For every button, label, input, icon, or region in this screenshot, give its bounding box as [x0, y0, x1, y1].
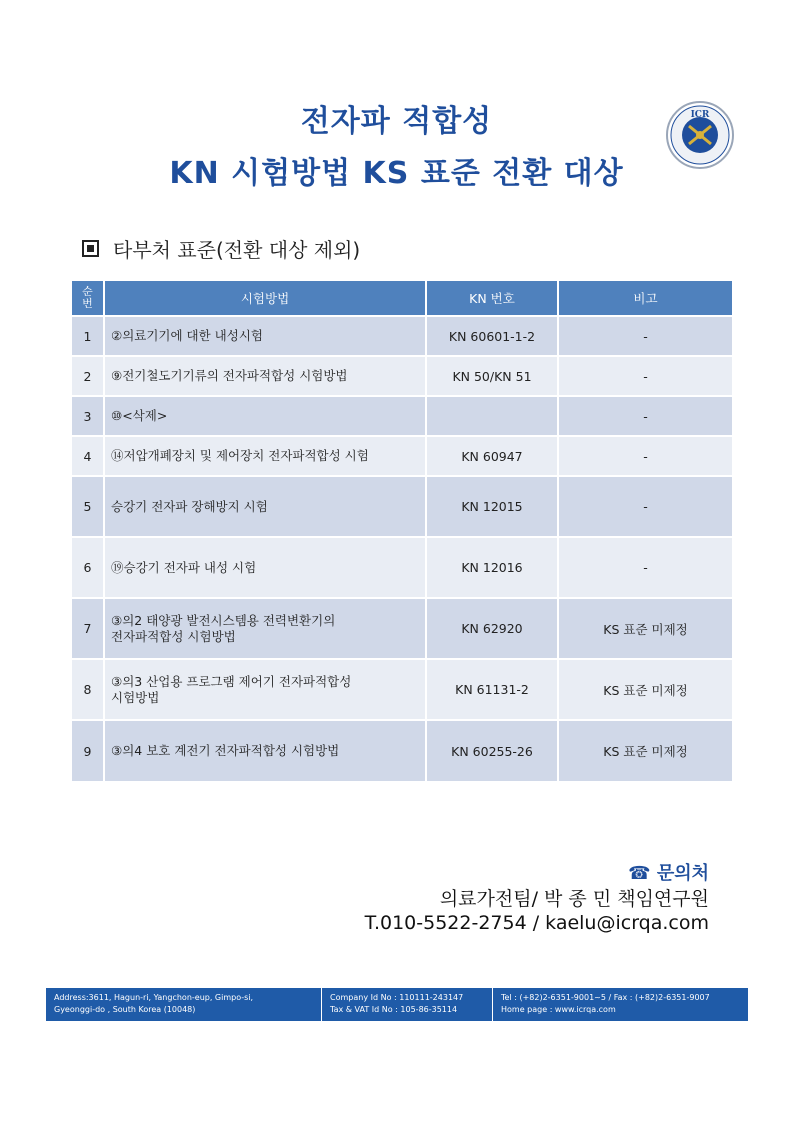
row-note: KS 표준 미제정 — [558, 659, 732, 720]
header-no: 순 번 — [72, 281, 104, 316]
row-no: 7 — [72, 598, 104, 659]
table-row — [72, 598, 732, 659]
footer-address — [46, 988, 322, 1021]
row-no: 6 — [72, 537, 104, 598]
row-note: - — [558, 316, 732, 356]
row-note: - — [558, 356, 732, 396]
section-heading-text: 타부처 표준(전환 대상 제외) — [113, 238, 361, 262]
footer-homepage-link[interactable]: Home page : www.icrqa.com — [501, 1005, 616, 1014]
row-note: - — [558, 396, 732, 436]
square-bullet-icon — [82, 240, 99, 257]
standards-table — [72, 281, 732, 781]
header-kn: KN 번호 — [426, 281, 558, 316]
table-row — [72, 316, 732, 356]
header-note: 비고 — [558, 281, 732, 316]
table-row — [72, 537, 732, 598]
row-method: ⑨전기철도기기류의 전자파적합성 시험방법 — [104, 356, 426, 396]
contact-person: 의료가전팀/ 박 종 민 책임연구원 — [439, 888, 709, 910]
row-kn: KN 60947 — [426, 436, 558, 476]
row-method: ③의2 태양광 발전시스템용 전력변환기의 전자파적합성 시험방법 — [104, 598, 426, 659]
row-kn — [426, 396, 558, 436]
row-method: 승강기 전자파 장해방지 시험 — [104, 476, 426, 537]
row-method: ⑭저압개폐장치 및 제어장치 전자파적합성 시험 — [104, 436, 426, 476]
footer-address-line1: Address:3611, Hagun-ri, Yangchon-eup, Gimpo-si, — [54, 993, 254, 1002]
table-row — [72, 476, 732, 537]
table-row — [72, 396, 732, 436]
header-method: 시험방법 — [104, 281, 426, 316]
footer-tel: Tel : (+82)2-6351-9001~5 / Fax : (+82)2-6351-9007 — [501, 993, 710, 1002]
footer-bar — [46, 988, 748, 1021]
footer-company — [322, 988, 493, 1021]
row-kn: KN 60601-1-2 — [426, 316, 558, 356]
row-no: 9 — [72, 720, 104, 781]
row-note: - — [558, 476, 732, 537]
row-method: ⑲승강기 전자파 내성 시험 — [104, 537, 426, 598]
row-method: ③의4 보호 계전기 전자파적합성 시험방법 — [104, 720, 426, 781]
contact-phone-email: T.010-5522-2754 / kaelu@icrqa.com — [364, 912, 709, 934]
row-kn: KN 50/KN 51 — [426, 356, 558, 396]
row-note: KS 표준 미제정 — [558, 720, 732, 781]
contact-heading: ☎ 문의처 — [628, 863, 709, 884]
footer-contact — [493, 988, 748, 1021]
row-kn: KN 60255-26 — [426, 720, 558, 781]
row-kn: KN 12015 — [426, 476, 558, 537]
page-title-line1: 전자파 적합성 — [300, 104, 493, 139]
row-kn: KN 61131-2 — [426, 659, 558, 720]
row-no: 2 — [72, 356, 104, 396]
table-row — [72, 436, 732, 476]
icr-logo — [665, 100, 735, 170]
svg-text:ICR: ICR — [690, 110, 710, 120]
row-no: 8 — [72, 659, 104, 720]
footer-address-line2: Gyeonggi-do , South Korea (10048) — [54, 1005, 196, 1014]
table-row — [72, 356, 732, 396]
row-note: KS 표준 미제정 — [558, 598, 732, 659]
row-method: ③의3 산업용 프로그램 제어기 전자파적합성 시험방법 — [104, 659, 426, 720]
row-no: 3 — [72, 396, 104, 436]
table-header-row — [72, 281, 732, 316]
row-kn: KN 62920 — [426, 598, 558, 659]
table-row — [72, 659, 732, 720]
footer-company-id: Company Id No : 110111-243147 — [330, 993, 464, 1002]
row-kn: KN 12016 — [426, 537, 558, 598]
section-heading — [82, 234, 360, 263]
footer-tax-id: Tax & VAT Id No : 105-86-35114 — [330, 1005, 458, 1014]
row-note: - — [558, 436, 732, 476]
table-row — [72, 720, 732, 781]
row-method: ⑩<삭제> — [104, 396, 426, 436]
row-method: ②의료기기에 대한 내성시험 — [104, 316, 426, 356]
row-no: 1 — [72, 316, 104, 356]
row-no: 4 — [72, 436, 104, 476]
row-note: - — [558, 537, 732, 598]
row-no: 5 — [72, 476, 104, 537]
page-title-line2: KN 시험방법 KS 표준 전환 대상 — [169, 156, 624, 191]
